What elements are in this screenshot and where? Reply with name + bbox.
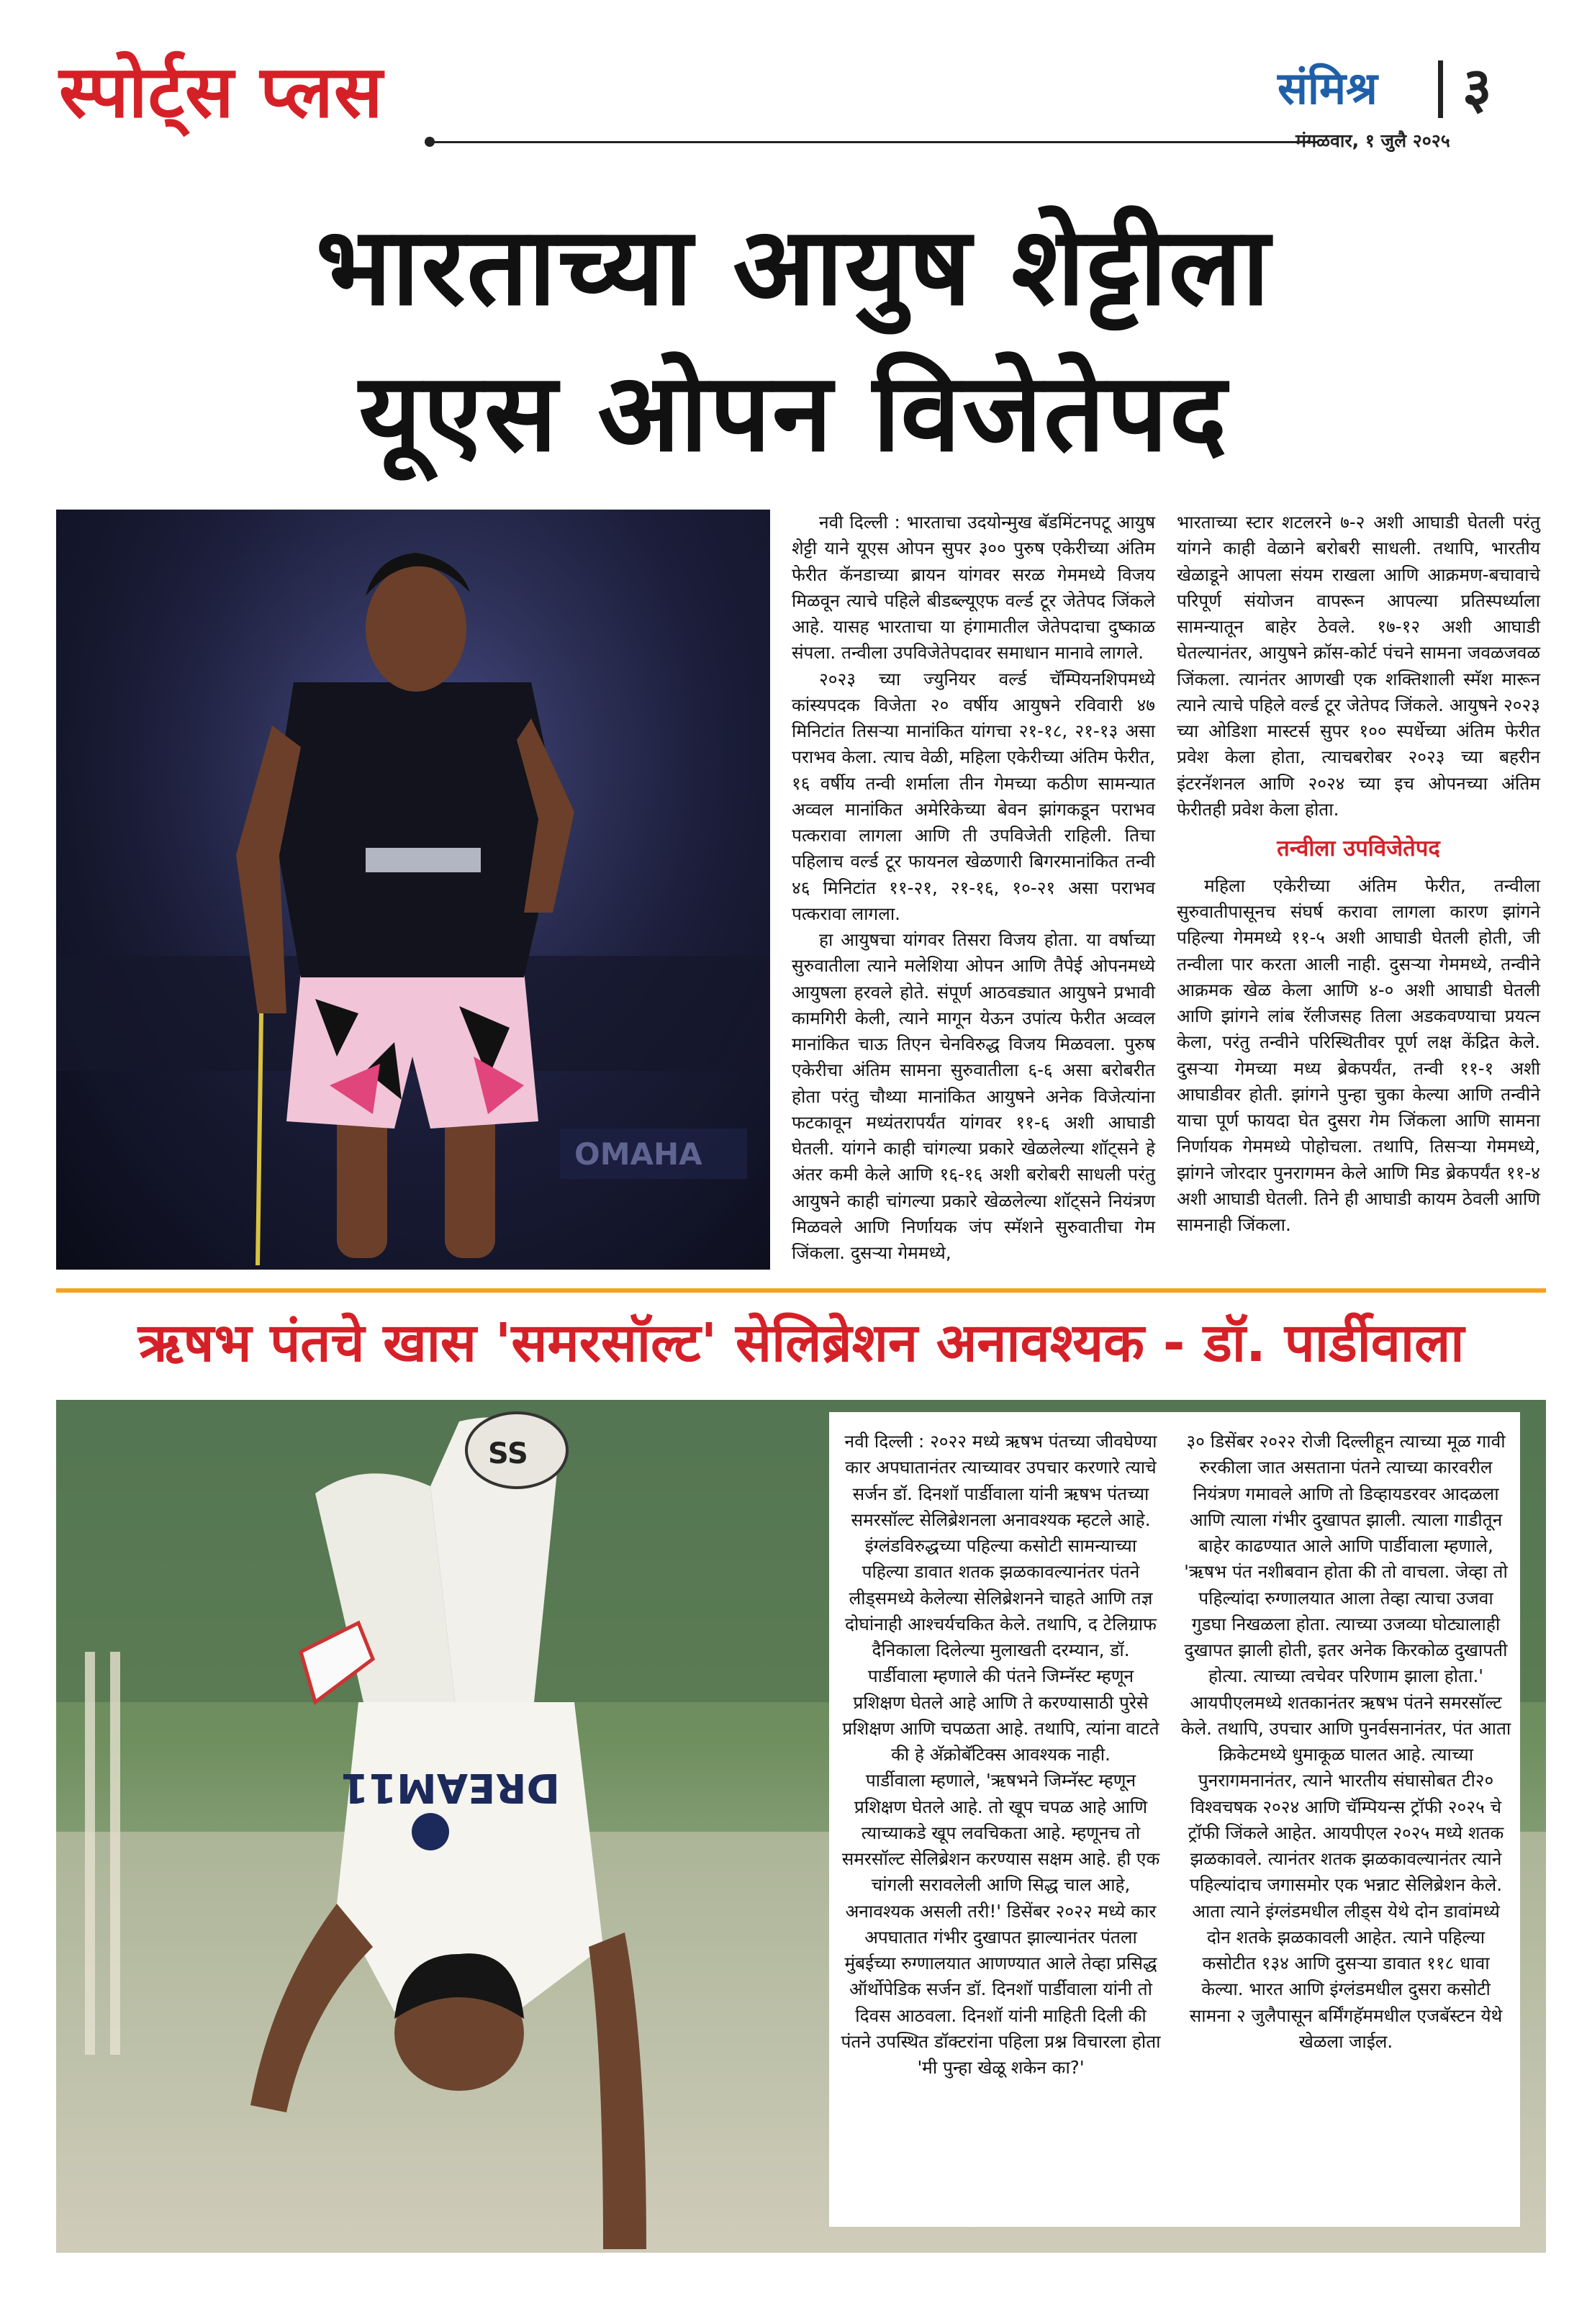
jersey-sponsor (366, 848, 481, 872)
story1-col1-para-1: नवी दिल्ली : भारताचा उदयोन्मुख बॅडमिंटनपटू आयुष शेट्टी याने यूएस ओपन सुपर ३०० पुरुष एकेरीच्या अंतिम फेरीत कॅनडाच्या ब्रायन यांगवर सरळ गेममध्ये विजय मिळवून त्याचे पहिले बीडब्ल्यूएफ वर्ल्ड टूर जेतेपद जिंकले आहे. यासह भारताचा या हंगामातील जेतेपदाचा दुष्काळ संपला. तन्वीला उपविजेतेपदावर समाधान मानावे लागले. (792, 512, 1155, 664)
story1-headline-line1: भारताच्या आयुष शेट्टीला (315, 204, 1272, 330)
story1-col1-para-3: हा आयुषचा यांगवर तिसरा विजय होता. या वर्षाच्या सुरुवातीला त्याने मलेशिया ओपन आणि तैपेई ओपनमध्ये आयुषला हरवले होते. संपूर्ण आठवड्यात आयुषने प्रभावी कामगिरी केली, त्याने मागून येऊन उपांत्य फेरीत अव्वल मानांकित चाऊ तिएन चेनविरुद्ध विजय मिळवला. पुरुष एकेरीचा अंतिम सामना सुरुवातीला ६-६ असा बरोबरीत होता परंतु चौथ्या मानांकित आयुषने अनेक विजेत्यांना फटकावून मध्यंतरापर्यंत यांगवर ११-६ अशी आघाडी घेतली. यांगने काही चांगल्या प्रकारे खेळलेल्या शॉट्सने हे अंतर कमी केले आणि १६-१६ अशी बरोबरी साधली परंतु आयुषने काही चांगल्या प्रकारे खेळलेल्या शॉट्सने नियंत्रण मिळवले आणि निर्णायक जंप स्मॅशने सुरुवातीचा गेम जिंकला. दुसऱ्या गेममध्ये, (792, 929, 1155, 1263)
story1-headline-line2: यूएस ओपन विजेतेपद (358, 350, 1229, 476)
bat-logo: SS (488, 1437, 528, 1470)
story2-col1-para-2: इंग्लंडविरुद्धच्या पहिल्या कसोटी सामन्याच्या पहिल्या डावात शतक झळकावल्यानंतर पंतने लीड्समध्ये केलेल्या सेलिब्रेशनने चाहते आणि तज्ञ दोघांनाही आश्चर्यचकित केले. तथापि, द टेलिग्राफ दैनिकाला दिलेल्या मुलाखती दरम्यान, डॉ. पार्डीवाला म्हणाले की पंतने जिम्नॅस्ट म्हणून प्रशिक्षण घेतले आहे आणि ते करण्यासाठी पुरेसे प्रशिक्षण आणि चपळता आहे. तथापि, त्यांना वाटते की हे अ‍ॅक्रोबॅटिक्स आवश्यक नाही. (842, 1535, 1159, 1765)
badminton-player-photo (56, 510, 770, 1270)
story1-column-2 (1177, 510, 1540, 1238)
story2-col1-para-3: पार्डीवाला म्हणाले, 'ऋषभने जिम्नॅस्ट म्हणून प्रशिक्षण घेतले आहे. तो खूप चपळ आहे आणि त्याच्याकडे खूप लवचिकता आहे. म्हणूनच तो समरसॉल्ट सेलिब्रेशन करण्यास सक्षम आहे. ही एक चांगली सरावलेली आणि सिद्ध चाल आहे, अनावश्यक असली तरी!' डिसेंबर २०२२ मध्ये कार अपघातात गंभीर दुखापत झाल्यानंतर पंतला मुंबईच्या रुग्णालयात आणण्यात आले तेव्हा प्रसिद्ध ऑर्थोपेडिक सर्जन डॉ. दिनशॉ पार्डीवाला यांनी तो दिवस आठवला. दिनशॉ यांनी माहिती दिली की पंतने उपस्थित डॉक्टरांना पहिला प्रश्न विचारला होता 'मी पुन्हा खेळू शकेन का?' (841, 1770, 1161, 2078)
story1-subhead: तन्वीला उपविजेतेपद (1277, 836, 1440, 862)
story2-headline: ऋषभ पंतचे खास 'समरसॉल्ट' सेलिब्रेशन अनावश्यक - डॉ. पार्डीवाला (137, 1312, 1465, 1374)
story2-column-2 (1180, 1429, 1511, 2055)
team-badge (412, 1813, 449, 1850)
story1-col2-para-2: महिला एकेरीच्या अंतिम फेरीत, तन्वीला सुरुवातीपासूनच संघर्ष करावा लागला कारण झांगने पहिल्या गेममध्ये ११-५ अशी आघाडी घेतली होती, जी तन्वीला पार करता आली नाही. दुसऱ्या गेममध्ये, तन्वीने आक्रमक खेळ केला आणि ४-० अशी आघाडी घेतली आणि झांगने लांब रॅलीजसह तिला अडकवण्याचा प्रयत्न केला, परंतु तन्वीने परिस्थितीवर पूर्ण लक्ष केंद्रित केले. दुसऱ्या गेमच्या मध्य ब्रेकपर्यंत, तन्वी ११-१ अशी आघाडीवर होती. झांगने पुन्हा चुका केल्या आणि तन्वीने याचा पूर्ण फायदा घेत दुसरा गेम जिंकला आणि सामना निर्णायक गेममध्ये पोहोचला. तथापि, तिसऱ्या गेममध्ये, झांगने जोरदार पुनरागमन केले आणि मिड ब्रेकपर्यंत ११-४ अशी आघाडी घेतली. तिने ही आघाडी कायम ठेवली आणि सामनाही जिंकला. (1177, 874, 1540, 1236)
date-line: मंगळवार, १ जुलै २०२५ (1296, 130, 1450, 151)
story1-col1-para-2: २०२३ च्या ज्युनियर वर्ल्ड चॅम्पियनशिपमध्ये कांस्यपदक विजेता २० वर्षीय आयुषने रविवारी ४७ मिनिटांत तिसऱ्या मानांकित यांगचा २१-१८, २१-१३ असा पराभव केला. त्याच वेळी, महिला एकेरीच्या अंतिम फेरीत, १६ वर्षीय तन्वी शर्माला तीन गेमच्या कठीण सामन्यात अव्वल मानांकित अमेरिकेच्या बेवन झांगकडून पराभव पत्करावा लागला आणि ती उपविजेती राहिली. तिचा पहिलाच वर्ल्ड टूर फायनल खेळणारी बिगरमानांकित तन्वी ४६ मिनिटांत ११-२१, २१-१६, १०-२१ असा पराभव पत्करावा लागला. (792, 668, 1155, 924)
jersey-text: DREAM11 (340, 1764, 560, 1811)
banner-text: OMAHA (574, 1136, 702, 1172)
story1-column-1 (792, 510, 1155, 1266)
section-name: संमिश्र (1278, 62, 1378, 114)
badminton-player-illustration (56, 510, 770, 1270)
story2-column-1 (841, 1429, 1161, 2081)
page-number: ३ (1462, 56, 1492, 121)
story2-col2-para-1: ३० डिसेंबर २०२२ रोजी दिल्लीहून त्याच्या मूळ गावी रुरकीला जात असताना पंतने त्याच्या कारवरील नियंत्रण गमावले आणि तो डिव्हायडरवर आदळला आणि त्याला गंभीर दुखापत झाली. त्याला गाडीतून बाहेर काढण्यात आले आणि पार्डीवाला म्हणाले, 'ऋषभ पंत नशीबवान होता की तो वाचला. जेव्हा तो पहिल्यांदा रुग्णालयात आला तेव्हा त्याचा उजवा गुडघा निखळला होता. त्याच्या उजव्या घोट्यालाही दुखापत झाली होती, इतर अनेक किरकोळ दुखापती होत्या. त्याच्या त्वचेवर परिणाम झाला होता.' (1184, 1431, 1508, 1687)
section-divider-orange (56, 1288, 1546, 1293)
story2-col2-para-2: आयपीएलमध्ये शतकानंतर ऋषभ पंतने समरसॉल्ट केले. तथापि, उपचार आणि पुनर्वसनानंतर, पंत आता क्रिकेटमध्ये धुमाकूळ घालत आहे. त्याच्या पुनरागमनानंतर, त्याने भारतीय संघासोबत टी२० विश्वचषक २०२४ आणि चॅम्पियन्स ट्रॉफी २०२५ चे ट्रॉफी जिंकले आहेत. आयपीएल २०२५ मध्ये शतक झळकावले. त्यानंतर शतक झळकावल्यानंतर त्याने पहिल्यांदाच जगासमोर एक भन्नाट सेलिब्रेशन केले. आता त्याने इंग्लंडमधील लीड्स येथे दोन डावांमध्ये दोन शतके झळकावली आहेत. त्याने पहिल्या कसोटीत १३४ आणि दुसऱ्या डावात ११८ धावा केल्या. भारत आणि इंग्लंडमधील दुसरा कसोटी सामना २ जुलैपासून बर्मिंगहॅममधील एजबॅस्टन येथे खेळला जाईल. (1180, 1691, 1511, 2052)
brand-logo: स्पोर्ट्स प्लस (59, 50, 384, 134)
story1-col2-para-1: भारताच्या स्टार शटलरने ७-२ अशी आघाडी घेतली परंतु यांगने काही वेळाने बरोबरी साधली. तथापि, भारतीय खेळाडूने आपला संयम राखला आणि आक्रमण-बचावाचे परिपूर्ण संयोजन वापरून आपल्या प्रतिस्पर्ध्याला सामन्यातून बाहेर ठेवले. १७-१२ अशी आघाडी घेतल्यानंतर, आयुषने क्रॉस-कोर्ट पंचने सामना जवळजवळ जिंकला. त्यानंतर आणखी एक शक्तिशाली स्मॅश मारून त्याने त्याचे पहिले वर्ल्ड टूर जेतेपद जिंकले. आयुषने २०२३ च्या ओडिशा मास्टर्स सुपर १०० स्पर्धेच्या अंतिम फेरीत प्रवेश केला होता, त्याचबरोबर २०२३ च्या बहरीन इंटरनॅशनल आणि २०२४ च्या इच ओपनच्या अंतिम फेरीतही प्रवेश केला होता. (1177, 512, 1540, 820)
section-divider (1438, 60, 1443, 118)
header-rule (432, 141, 1317, 143)
story1-headline (43, 194, 1544, 486)
story2-col1-para-1: नवी दिल्ली : २०२२ मध्ये ऋषभ पंतच्या जीवघेण्या कार अपघातानंतर त्याच्यावर उपचार करणारे त्याचे सर्जन डॉ. दिनशॉ पार्डीवाला यांनी ऋषभ पंतच्या समरसॉल्ट सेलिब्रेशनला अनावश्यक म्हटले आहे. (844, 1431, 1157, 1530)
